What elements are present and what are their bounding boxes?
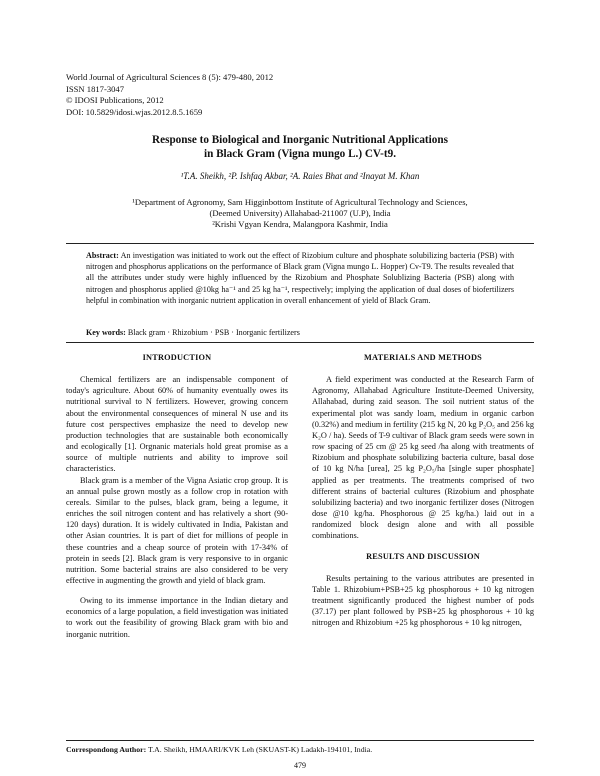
title-line-2: in Black Gram (Vigna mungo L.) CV-t9. [203, 148, 397, 160]
footer-rule [66, 740, 534, 741]
abstract-label: Abstract: [86, 251, 119, 260]
doi: DOI: 10.5829/idosi.wjas.2012.8.5.1659 [66, 106, 203, 117]
journal-header [66, 72, 273, 118]
methods-heading: MATERIALS AND METHODS [364, 353, 482, 362]
correspondence-label: Correspondong Author: [66, 745, 147, 754]
right-column [312, 352, 534, 628]
page-number: 479 [294, 761, 306, 770]
authors: ¹T.A. Sheikh, ²P. Ishfaq Akbar, ²A. Raies Bhat and ²Inayat M. Khan [180, 171, 420, 181]
left-column [66, 352, 288, 640]
abstract-text: An investigation was initiated to work out the effect of Rizobium culture and phosphate solubilizing bacteria (PSB) with nitrogen and phosphorus applications on the performance of Black gram (Vigna mungo L. Hopper) Cv-T9. The results revealed that all the attributes under study were highly influenced by the Rizobium and Phosphate Solublizing Bacteria (PSB) along with nitrogen and phosphorus applied @10kg ha⁻¹ and 25 kg ha⁻¹, respectively; implying the application of dual doses of biofertilizers helpful in combination with inorganic nutrient application in overall enhancement of yield of Black Gram. [86, 251, 515, 305]
affiliation-line: ¹Department of Agronomy, Sam Higginbottom Institute of Agricultural Technology and Sciences, [132, 197, 468, 207]
journal-citation: World Journal of Agricultural Sciences 8 (5): 479-480, 2012 [66, 72, 274, 82]
intro-paragraph-3: Owing to its immense importance in the Indian dietary and economics of a large population, a field investigation was initiated to work out the feasibility of growing Black gram with bio and inorganic nutrition. [66, 596, 288, 639]
keywords [86, 328, 514, 337]
intro-paragraph-2: Black gram is a member of the Vigna Asiatic crop group. It is an annual pulse grown mostly as a follow crop in rotation with cereals. Similar to the pulses, black gram, being a legume, it enriches the soil nitrogen content and has relatively a short (90-120 days) duration. It is widely cultivated in India, Pakistan and other Asian countries. It is part of diet for millions of people in these countries and a cheap source of protein with 17-34% of protein in seeds [2]. Black gram is very responsive to in organic nutrition. Some bacterial strains are also considered to be very effective in augmenting the growth and yield of black gram. [66, 475, 288, 585]
keywords-label: Key words: [86, 328, 126, 337]
abstract [86, 250, 514, 306]
intro-paragraph-1: Chemical fertilizers are an indispensable component of today's agriculture. About 60% of humanity eventually owes its nutritional survival to N fertilizers. However, growing concern about the environmental consequences of mineral N use and its future cost perspectives emphasize the need to develop new production technologies that are sustainable both economically and ecologically [1]. Orgnanic materials hold great promise as a source of multiple nutrients and ability to improve soil characteristics. [66, 375, 288, 474]
affiliations [66, 197, 534, 230]
paper-title [66, 133, 534, 161]
title-line-1: Response to Biological and Inorganic Nutritional Applications [152, 134, 448, 146]
affiliation-line: (Deemed University) Allahabad-211007 (U.P), India [209, 208, 391, 218]
affiliation-line: ²Krishi Vgyan Kendra, Malangpora Kashmir, India [212, 219, 388, 229]
copyright: © IDOSI Publications, 2012 [66, 95, 164, 106]
keywords-bottom-rule [66, 342, 534, 343]
correspondence-text: T.A. Sheikh, HMAARI/KVK Leh (SKUAST-K) Ladakh-194101, India. [148, 745, 373, 754]
results-heading: RESULTS AND DISCUSSION [366, 551, 480, 561]
correspondence-footer [66, 745, 534, 754]
introduction-heading: INTRODUCTION [142, 353, 212, 362]
methods-paragraph-1: A field experiment was conducted at the Research Farm of Agronomy, Allahabad Agriculture Institute-Deemed University, Allahabad, during zaid season. The soil nutrient status of the experimental plot was sandy loam, medium in organic carbon (0.32%) and medium in fertility (215 kg N, 20 kg P₂O₅ and 256 kg K₂O / ha). Seeds of T-9 cultivar of Black gram seeds were sown in row spacing of 25 cm @ 25 kg seed /ha along with treatments of Rizobium and phosphate solubilizing bacteria culture, basal dose of 10 kg N/ha [urea], 25 kg P₂O₅/ha [single super phosphate] applied as per treatments. The treatments comprised of two different strains of bacterial cultures (Rizobium and phosphate solubilizing bacteria) and two inorganic fertilizer doses (Nitrogen dose @10 kg/ha. Phosphorous @ 25 kg/ha.) laid out in a randomized block design alone and with all possible combinations. [312, 375, 534, 541]
abstract-top-rule [66, 243, 534, 244]
results-paragraph-1: Results pertaining to the various attributes are presented in Table 1. Rhizobium+PSB+25 kg phosphorous + 10 kg nitrogen treatment significantly produced the highest number of pods (37.17) per plant followed by PSB+25 kg phosphorous + 10 kg nitrogen and Rhizobium +25 kg phosphorous + 10 kg nitrogen, [312, 573, 534, 628]
issn: ISSN 1817-3047 [66, 83, 125, 94]
keywords-text: Black gram · Rhizobium · PSB · Inorganic fertilizers [127, 328, 300, 337]
